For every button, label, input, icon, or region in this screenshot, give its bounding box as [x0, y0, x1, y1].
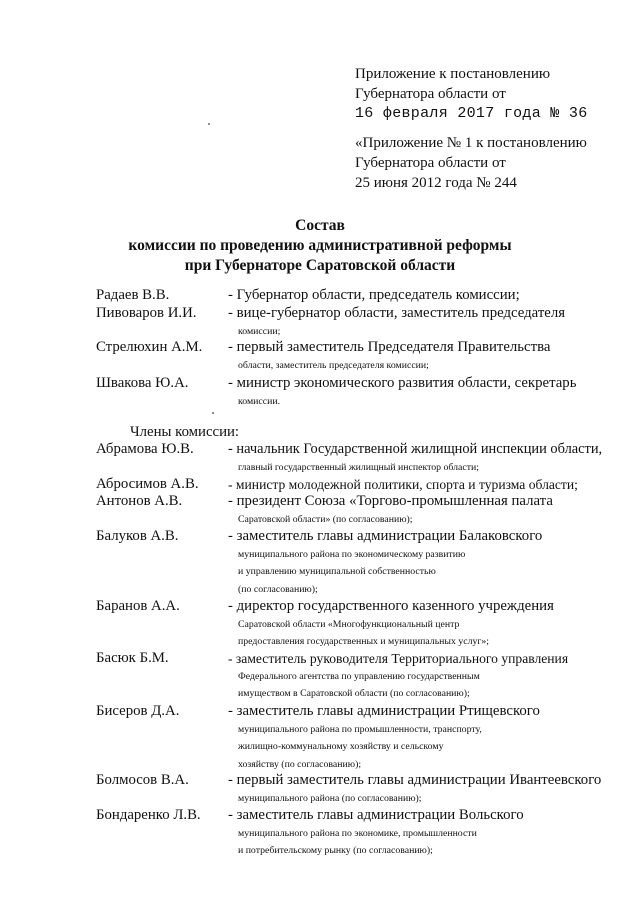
role-line: муниципального района по экономическому развитию	[238, 548, 466, 560]
role-line: - первый заместитель главы администрации Ивантеевского	[228, 772, 602, 788]
role-line: Саратовской области «Многофункциональный центр	[238, 618, 460, 630]
title-line1: Состав	[295, 217, 345, 234]
person-name: Пивоваров И.И.	[96, 305, 197, 321]
person-name: Абрамова Ю.В.	[96, 441, 194, 457]
person-name: Стрелюхин А.М.	[96, 339, 203, 355]
person-name: Бисеров Д.А.	[96, 703, 180, 719]
title-line3: при Губернаторе Саратовской области	[184, 257, 456, 274]
role-line: имуществом в Саратовской области (по согласованию);	[238, 688, 470, 700]
person-role	[228, 703, 606, 773]
header-current-line2: Губернатора области от	[355, 86, 506, 102]
person-name: Басюк Б.М.	[96, 650, 169, 666]
person-role	[228, 528, 606, 598]
person-name: Антонов А.В.	[96, 493, 183, 509]
role-line: - президент Союза «Торгово-промышленная палата	[228, 493, 553, 509]
person-role	[228, 493, 606, 528]
person-role	[228, 807, 606, 860]
role-line: главный государственный жилищный инспектор области;	[238, 461, 479, 473]
header-current-decree	[355, 64, 588, 124]
person-name: Болмосов В.А.	[96, 772, 189, 788]
role-line: муниципального района по экономике, промышленности	[238, 827, 477, 839]
person-name: Бондаренко Л.В.	[96, 807, 201, 823]
role-line: муниципального района (по согласованию);	[238, 792, 422, 804]
role-line: - директор государственного казенного учреждения	[228, 598, 554, 614]
title-line2: комиссии по проведению административной реформы	[128, 237, 512, 254]
person-name: Абросимов А.В.	[96, 476, 199, 492]
header-original-line1: «Приложение № 1 к постановлению	[355, 135, 587, 151]
role-line: и потребительскому рынку (по согласованию);	[238, 845, 433, 857]
person-role	[228, 375, 606, 410]
role-line: (по согласованию);	[238, 583, 318, 595]
header-current-line3: 16 февраля 2017 года № 36	[355, 105, 588, 122]
person-name: Швакова Ю.А.	[96, 375, 189, 391]
header-original-line3: 25 июня 2012 года № 244	[355, 175, 517, 191]
role-line: муниципального района по промышленности, транспорту,	[238, 723, 482, 735]
role-line: предоставления государственных и муниципальных услуг»;	[238, 636, 490, 648]
role-line: - первый заместитель Председателя Правительства	[228, 339, 551, 355]
header-original-line2: Губернатора области от	[355, 155, 506, 171]
header-current-line1: Приложение к постановлению	[355, 66, 551, 82]
person-role	[228, 287, 606, 305]
person-role	[228, 476, 606, 494]
members-heading: Члены комиссии:	[130, 424, 240, 440]
role-line: комиссии;	[238, 325, 281, 337]
person-name: Балуков А.В.	[96, 528, 179, 544]
role-line: хозяйству (по согласованию);	[238, 758, 362, 770]
role-line: - министр экономического развития области, секретарь	[228, 375, 577, 391]
person-role	[228, 772, 606, 807]
role-line: - заместитель главы администрации Вольского	[228, 807, 524, 823]
role-line: комиссии.	[238, 395, 281, 407]
person-name: Баранов А.А.	[96, 598, 180, 614]
person-role	[228, 339, 606, 374]
role-line: области, заместитель председателя комиссии;	[238, 359, 429, 371]
role-line: - заместитель главы администрации Ртищевского	[228, 703, 540, 719]
role-line: - начальник Государственной жилищной инспекции области,	[228, 441, 603, 457]
scan-speck	[212, 412, 214, 414]
person-name: Радаев В.В.	[96, 287, 170, 303]
role-line: жилищно-коммунальному хозяйству и сельскому	[238, 741, 444, 753]
role-line: - заместитель главы администрации Балаковского	[228, 528, 543, 544]
role-line: - заместитель руководителя Территориального управления	[228, 651, 569, 666]
person-role	[228, 598, 606, 651]
role-line: - Губернатор области, председатель комиссии;	[228, 287, 520, 303]
role-line: Саратовской области» (по согласованию);	[238, 513, 413, 525]
scan-speck	[208, 123, 210, 125]
person-role	[228, 441, 606, 476]
role-line: и управлению муниципальной собственностью	[238, 566, 436, 578]
document-title	[0, 216, 640, 276]
person-role	[228, 305, 606, 340]
role-line: - министр молодежной политики, спорта и туризма области;	[228, 477, 578, 492]
person-role	[228, 650, 606, 703]
role-line: Федерального агентства по управлению государственным	[238, 670, 480, 682]
header-original-decree	[355, 133, 587, 193]
role-line: - вице-губернатор области, заместитель председателя	[228, 305, 566, 321]
